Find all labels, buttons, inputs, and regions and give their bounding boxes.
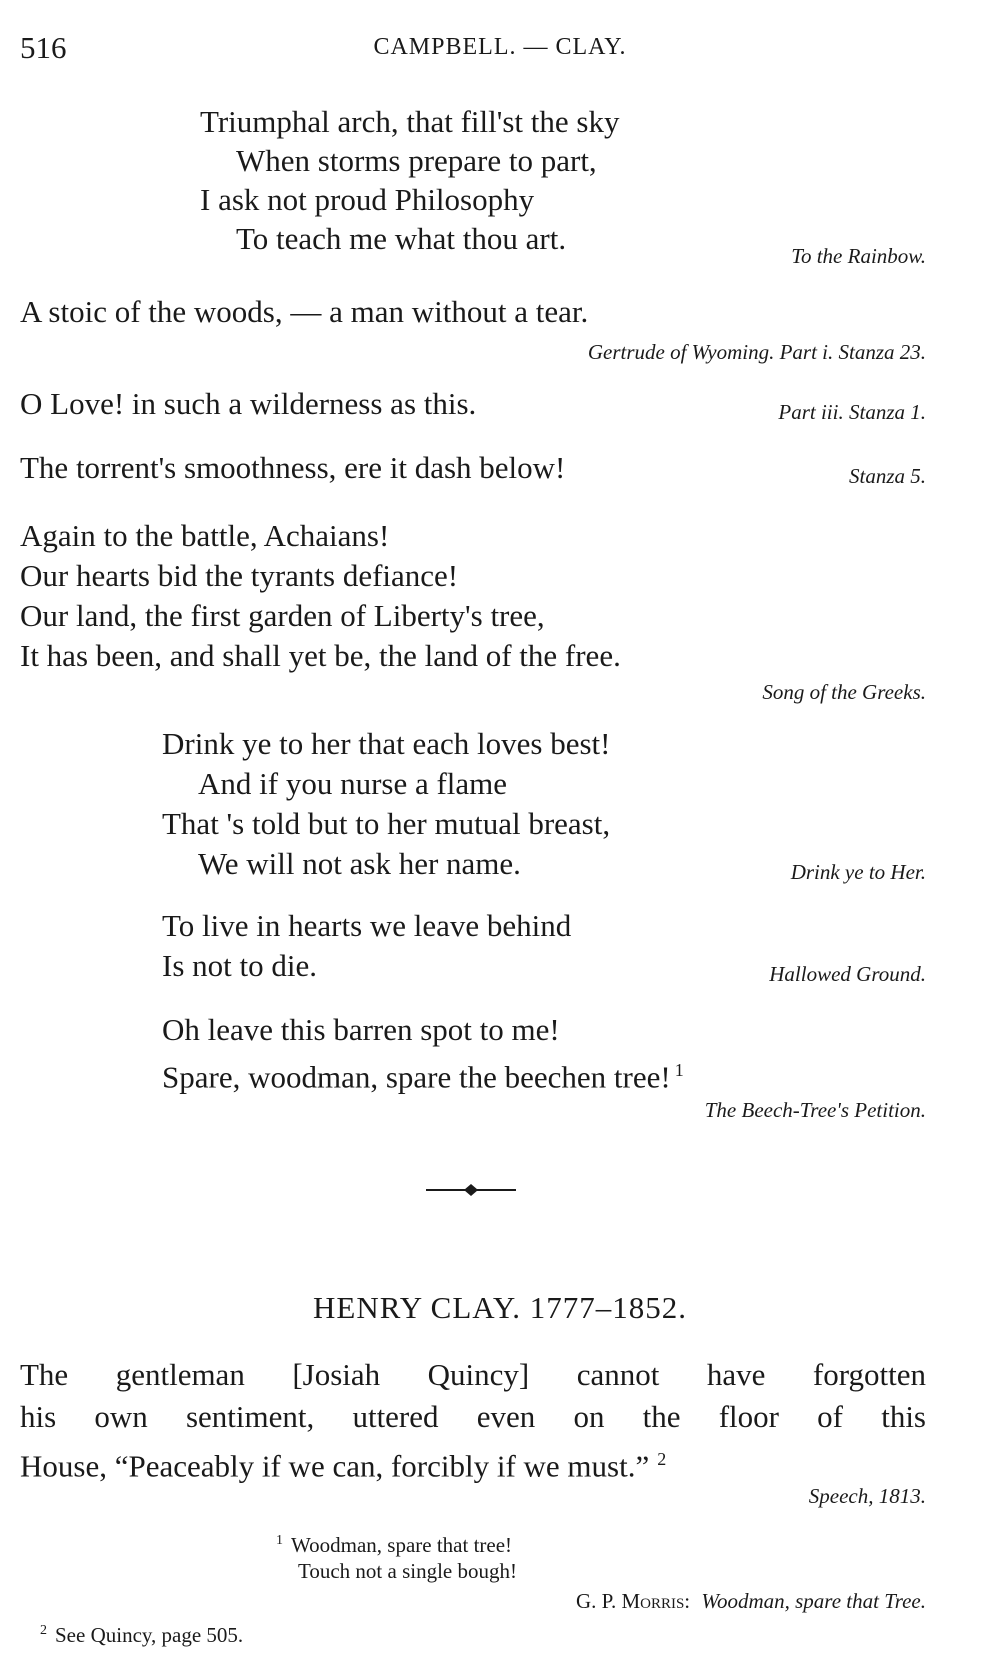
quote-source: Gertrude of Wyoming. Part i. Stanza 23. bbox=[587, 340, 926, 364]
verse-line: O Love! in such a wilderness as this. bbox=[20, 386, 477, 421]
verse-line: A stoic of the woods, — a man without a tear. bbox=[20, 294, 589, 329]
verse-line: To teach me what thou art. bbox=[236, 221, 567, 256]
verse-line: Again to the battle, Achaians! bbox=[20, 518, 390, 553]
verse-line: Is not to die. bbox=[162, 948, 317, 983]
paragraph-line bbox=[20, 1438, 666, 1487]
footnote-line bbox=[276, 1526, 512, 1560]
verse-text: Spare, woodman, spare the beechen tree! bbox=[162, 1059, 671, 1095]
footnote-mark: 2 bbox=[40, 1623, 47, 1638]
verse-line: Oh leave this barren spot to me! bbox=[162, 1012, 560, 1047]
quote-source: Hallowed Ground. bbox=[769, 962, 926, 986]
footnote-2 bbox=[40, 1616, 243, 1650]
quote-source: Stanza 5. bbox=[848, 464, 926, 488]
quote-source: To the Rainbow. bbox=[791, 244, 926, 268]
paragraph-text: House, “Peaceably if we can, forcibly if we must.” bbox=[20, 1448, 650, 1484]
quote-source: Speech, 1813. bbox=[808, 1484, 926, 1508]
footnote-citation bbox=[576, 1586, 926, 1616]
verse-line bbox=[162, 1050, 684, 1097]
quote-source: Drink ye to Her. bbox=[790, 860, 926, 884]
paragraph-line: The gentleman [Josiah Quincy] cannot have forgotten bbox=[20, 1357, 926, 1392]
verse-line: Triumphal arch, that fill'st the sky bbox=[200, 104, 620, 139]
quote-source: Part iii. Stanza 1. bbox=[778, 400, 926, 424]
section-heading: HENRY CLAY. 1777–1852. bbox=[313, 1290, 687, 1325]
footnote-line: Touch not a single bough! bbox=[298, 1559, 517, 1583]
running-title: CAMPBELL. — CLAY. bbox=[373, 34, 627, 60]
verse-line: We will not ask her name. bbox=[198, 846, 521, 881]
page-number: 516 bbox=[20, 30, 67, 65]
verse-line: I ask not proud Philosophy bbox=[200, 182, 535, 217]
section-divider-ornament bbox=[426, 1183, 516, 1197]
verse-line: Our land, the first garden of Liberty's tree, bbox=[20, 598, 545, 633]
verse-line: That 's told but to her mutual breast, bbox=[162, 806, 611, 841]
footnote-mark: 1 bbox=[276, 1533, 283, 1548]
verse-line: Drink ye to her that each loves best! bbox=[162, 726, 611, 761]
verse-line: When storms prepare to part, bbox=[236, 143, 597, 178]
footnote-text: Woodman, spare that tree! bbox=[291, 1533, 513, 1557]
verse-line: It has been, and shall yet be, the land of the free. bbox=[20, 638, 621, 673]
paragraph-line: his own sentiment, uttered even on the floor of this bbox=[20, 1399, 926, 1434]
footnote-mark: 2 bbox=[657, 1449, 667, 1469]
quote-source: Song of the Greeks. bbox=[762, 680, 926, 704]
footnote-author: G. P. Morris: bbox=[575, 1589, 691, 1613]
footnote-work: Woodman, spare that Tree. bbox=[701, 1589, 926, 1613]
verse-line: The torrent's smoothness, ere it dash below! bbox=[20, 450, 566, 485]
verse-line: To live in hearts we leave behind bbox=[162, 908, 572, 943]
footnote-text: See Quincy, page 505. bbox=[55, 1623, 244, 1647]
verse-line: Our hearts bid the tyrants defiance! bbox=[20, 558, 459, 593]
footnote-mark: 1 bbox=[674, 1060, 684, 1080]
quote-source: The Beech-Tree's Petition. bbox=[704, 1098, 926, 1122]
verse-line: And if you nurse a flame bbox=[198, 766, 508, 801]
